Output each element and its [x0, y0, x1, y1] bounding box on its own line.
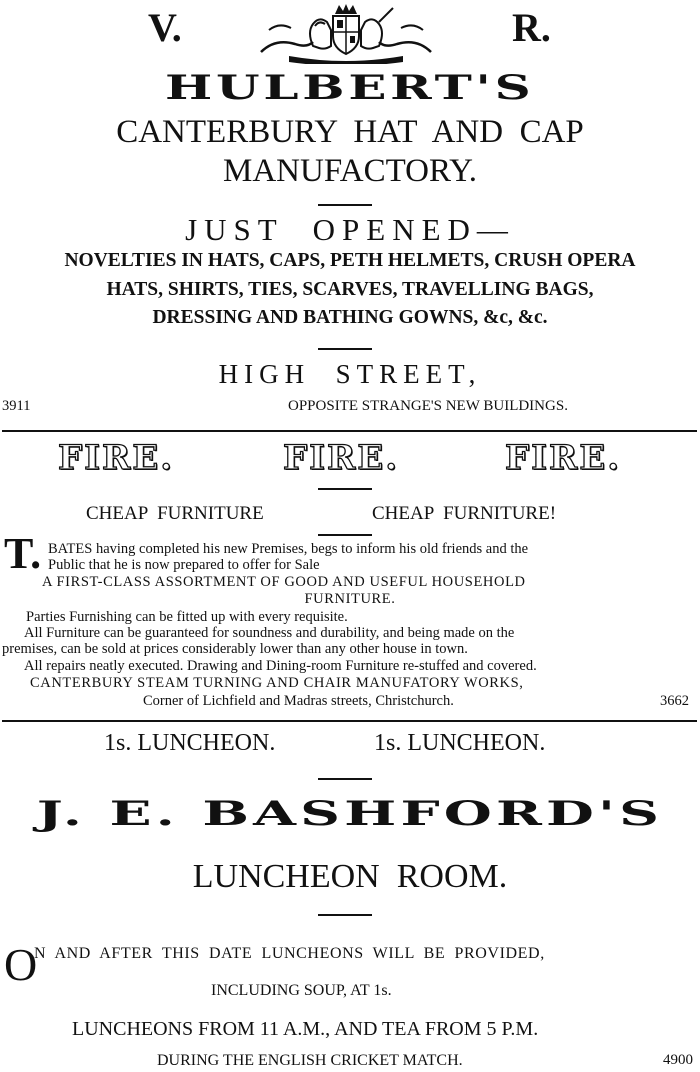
hulberts-brand — [0, 64, 700, 111]
body-line-8: All repairs neatly executed. Drawing and Dining-room Furniture re-stuffed and covered. — [24, 658, 537, 674]
divider — [318, 534, 372, 536]
luncheon-line-3: LUNCHEONS FROM 11 A.M., AND TEA FROM 5 P.M. — [72, 1018, 539, 1040]
street: HIGH STREET, — [218, 359, 482, 389]
luncheon-line-4: DURING THE ENGLISH CRICKET MATCH. — [157, 1052, 463, 1069]
divider — [318, 778, 372, 780]
novelties-line-1: NOVELTIES IN HATS, CAPS, PETH HELMETS, CRUSH OPERA — [64, 250, 636, 271]
brand-text: J. E. BASHFORD'S — [36, 793, 664, 834]
royal-crest-icon — [255, 2, 437, 64]
body-line-3: A FIRST-CLASS ASSORTMENT OF GOOD AND USEFUL HOUSEHOLD — [42, 574, 526, 590]
divider — [318, 348, 372, 350]
section-divider — [2, 430, 697, 432]
body-line-9: CANTERBURY STEAM TURNING AND CHAIR MANUFATORY WORKS, — [30, 675, 524, 691]
fire-heading-3: FIRE. — [505, 438, 622, 478]
title-line-2: MANUFACTORY. — [223, 153, 477, 189]
fire-heading-1: FIRE. — [58, 438, 175, 478]
novelties-line-3: DRESSING AND BATHING GOWNS, &c, &c. — [152, 307, 548, 328]
body-line-1: BATES having completed his new Premises, begs to inform his old friends and the — [48, 541, 529, 557]
title-line-1: CANTERBURY HAT AND CAP — [116, 114, 584, 150]
divider — [318, 204, 372, 206]
cheap-furniture-left: CHEAP FURNITURE — [86, 503, 264, 524]
just-opened: JUST OPENED— — [185, 212, 515, 247]
dropcap-t: T. — [4, 529, 42, 578]
v-letter: V. — [148, 5, 182, 50]
ref-number-3911: 3911 — [2, 398, 31, 414]
luncheon-right: 1s. LUNCHEON. — [374, 730, 546, 756]
novelties-line-2: HATS, SHIRTS, TIES, SCARVES, TRAVELLING BAGS, — [106, 279, 594, 300]
body-line-6: All Furniture can be guaranteed for soundness and durability, and being made on the — [24, 625, 515, 641]
opposite-line: OPPOSITE STRANGE'S NEW BUILDINGS. — [288, 398, 568, 414]
fire-heading-2: FIRE. — [283, 438, 400, 478]
body-line-10: Corner of Lichfield and Madras streets, Christchurch. — [143, 693, 454, 709]
divider — [318, 488, 372, 490]
luncheon-left: 1s. LUNCHEON. — [104, 730, 276, 756]
body-line-7: premises, can be sold at prices considerably lower than any other house in town. — [2, 641, 468, 657]
luncheon-line-2: INCLUDING SOUP, AT 1s. — [211, 982, 392, 999]
luncheon-line-1: N AND AFTER THIS DATE LUNCHEONS WILL BE PROVIDED, — [34, 945, 545, 962]
ref-number-4900: 4900 — [663, 1052, 693, 1068]
ref-number-3662: 3662 — [660, 693, 689, 709]
brand-text: HULBERT'S — [165, 67, 535, 108]
luncheon-room: LUNCHEON ROOM. — [192, 858, 508, 895]
body-line-4: FURNITURE. — [304, 591, 396, 607]
body-line-5: Parties Furnishing can be fitted up with every requisite. — [26, 609, 348, 625]
cheap-furniture-right: CHEAP FURNITURE! — [372, 503, 557, 524]
divider — [318, 914, 372, 916]
section-divider — [2, 720, 697, 722]
r-letter: R. — [512, 5, 551, 50]
body-line-2: Public that he is now prepared to offer for Sale — [48, 557, 320, 573]
bashford-brand — [0, 790, 700, 837]
dropcap-o: O — [4, 939, 38, 990]
